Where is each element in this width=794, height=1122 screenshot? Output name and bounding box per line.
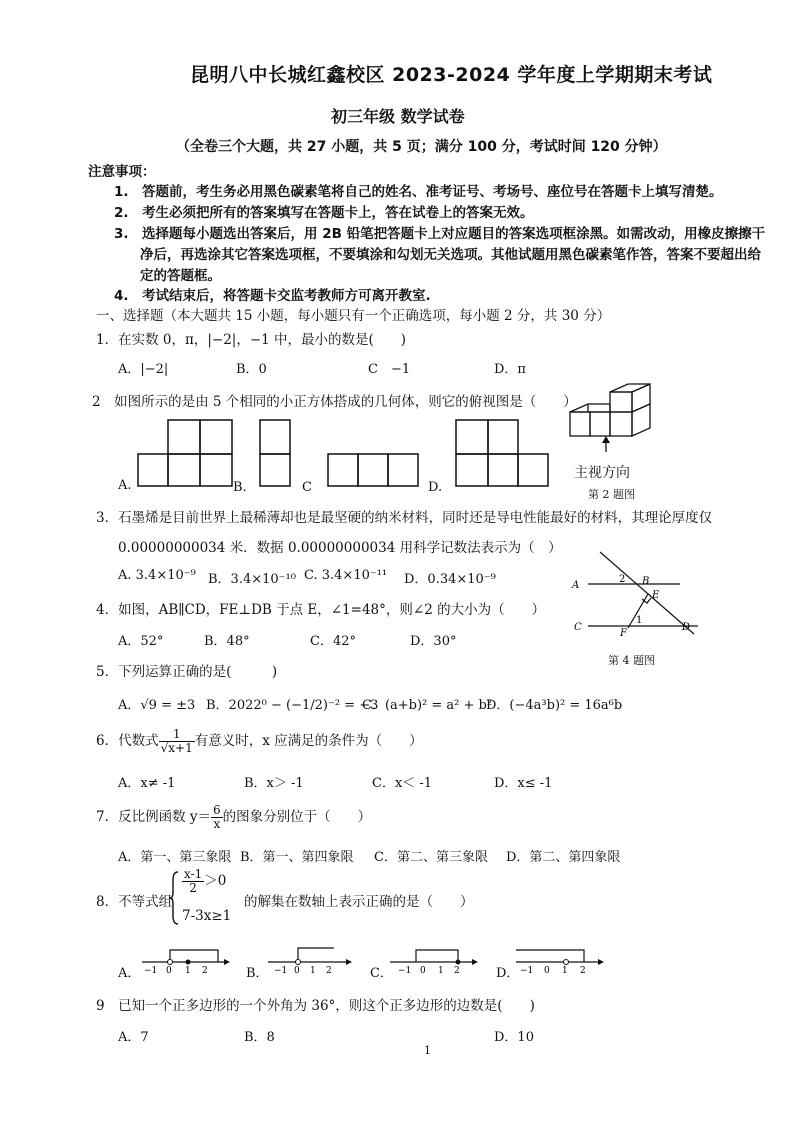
q3-option-c[interactable]: C. 3.4×10⁻¹¹ bbox=[304, 568, 388, 583]
q8-label-c: C． bbox=[370, 966, 393, 981]
q4-option-a[interactable]: A．52° bbox=[118, 634, 164, 649]
note-3-cont: 净后，再选涂其它答案选项框，不要填涂和勾划无关选项。其他试题用黑色碳素笔作答，答案不要超出给 bbox=[140, 247, 761, 263]
q6-option-c[interactable]: C．x＜ -1 bbox=[372, 776, 433, 791]
q7-frac-bottom: x bbox=[213, 817, 221, 831]
tick: −1 bbox=[144, 966, 158, 976]
note-3-cont2: 定的答题框。 bbox=[140, 268, 221, 284]
section-heading: 一、选择题（本大题共 15 小题，每小题只有一个正确选项，每小题 2 分，共 30 分） bbox=[96, 308, 611, 324]
q4-option-d[interactable]: D．30° bbox=[410, 634, 457, 649]
q8-option-c-numberline[interactable] bbox=[388, 938, 480, 974]
note-4: 4. 考试结束后，将答题卡交监考教师方可离开教室. bbox=[114, 288, 431, 304]
q5-option-d[interactable]: D．(−4a³b)² = 16a⁶b bbox=[486, 698, 623, 713]
q7-fraction bbox=[211, 804, 223, 831]
tick: −1 bbox=[274, 966, 288, 976]
tick: 1 bbox=[310, 966, 316, 976]
q1-stem: 1．在实数 0，π，|−2|，−1 中，最小的数是( ) bbox=[96, 332, 407, 348]
q4-angle-2: 2 bbox=[619, 574, 626, 585]
q9-option-d[interactable]: D．10 bbox=[494, 1030, 534, 1045]
tick: 2 bbox=[580, 966, 586, 976]
q4-stem: 4．如图，AB∥CD，FE⊥DB 于点 E，∠1=48°，则∠2 的大小为（ ） bbox=[96, 602, 546, 618]
q5-option-b[interactable]: B．2022⁰ − (−1/2)⁻² = −3 bbox=[206, 698, 379, 713]
q2-figure-caption: 第 2 题图 bbox=[588, 488, 635, 501]
page-subtitle: 初三年级 数学试卷 bbox=[331, 107, 465, 126]
q6-pre: 6．代数式 bbox=[96, 733, 159, 749]
q4-figure-caption: 第 4 题图 bbox=[608, 654, 655, 667]
q8-label-d: D． bbox=[496, 966, 520, 981]
q8-brace bbox=[170, 870, 180, 926]
q8-option-d-numberline[interactable] bbox=[514, 938, 606, 974]
q8-line1-top: x-1 bbox=[184, 867, 203, 881]
note-1: 1. 答题前，考生务必用黑色碳素笔将自己的姓名、准考证号、考场号、座位号在答题卡上填写清楚。 bbox=[114, 184, 723, 200]
page-title: 昆明八中长城红鑫校区 2023-2024 学年度上学期期末考试 bbox=[190, 64, 713, 86]
q4-point-d: D bbox=[682, 622, 691, 633]
q4-point-c: C bbox=[574, 622, 582, 633]
q8-c-ticks bbox=[398, 966, 460, 976]
tick: 0 bbox=[544, 966, 550, 976]
q2-option-a-figure[interactable] bbox=[136, 418, 236, 488]
q2-label-a: A. bbox=[118, 478, 132, 493]
q6-option-a[interactable]: A．x≠ -1 bbox=[118, 776, 176, 791]
q1-option-c[interactable]: C −1 bbox=[368, 362, 411, 377]
q2-option-d-figure[interactable] bbox=[454, 418, 550, 488]
q6-stem bbox=[96, 728, 423, 755]
q8-post: 的解集在数轴上表示正确的是（ ） bbox=[244, 894, 474, 910]
q6-frac-top: 1 bbox=[159, 728, 195, 742]
q8-option-a-numberline[interactable] bbox=[140, 942, 232, 974]
q2-label-d: D. bbox=[428, 480, 443, 495]
q8-line1-rel: ＞0 bbox=[204, 873, 227, 889]
q7-stem bbox=[96, 804, 371, 831]
q5-stem: 5．下列运算正确的是( ) bbox=[96, 664, 278, 680]
tick: 2 bbox=[326, 966, 332, 976]
q6-option-d[interactable]: D．x≤ -1 bbox=[494, 776, 553, 791]
tick: 2 bbox=[202, 966, 208, 976]
tick: 0 bbox=[166, 966, 172, 976]
tick: 0 bbox=[420, 966, 426, 976]
q4-option-b[interactable]: B．48° bbox=[204, 634, 250, 649]
q7-frac-top: 6 bbox=[213, 803, 221, 817]
tick: 1 bbox=[438, 966, 444, 976]
q7-option-c[interactable]: C．第二、第三象限 bbox=[374, 850, 488, 865]
q8-pre: 8．不等式组 bbox=[96, 894, 173, 910]
tick: 2 bbox=[454, 966, 460, 976]
q9-option-b[interactable]: B．8 bbox=[244, 1030, 275, 1045]
q8-label-a: A． bbox=[118, 966, 141, 981]
q6-frac-bottom: √x+1 bbox=[160, 741, 193, 755]
q3-stem-2: 0.00000000034 米．数据 0.00000000034 用科学记数法表示为（ ） bbox=[118, 540, 562, 556]
q6-option-b[interactable]: B．x＞ -1 bbox=[244, 776, 304, 791]
tick: −1 bbox=[398, 966, 412, 976]
q5-option-a[interactable]: A．√9 = ±3 bbox=[118, 698, 196, 713]
q8-line2: 7-3x≥1 bbox=[182, 908, 232, 924]
q4-point-f: F bbox=[620, 628, 627, 639]
q7-option-a[interactable]: A．第一、第三象限 bbox=[118, 850, 232, 865]
q7-pre: 7．反比例函数 y＝ bbox=[96, 809, 212, 825]
note-3: 3. 选择题每小题选出答案后，用 2B 铅笔把答题卡上对应题目的答案选项框涂黑。如需改动，用橡皮擦擦干 bbox=[114, 226, 766, 242]
q8-b-ticks bbox=[274, 966, 332, 976]
q7-option-d[interactable]: D．第二、第四象限 bbox=[506, 850, 621, 865]
q2-option-c-figure[interactable] bbox=[326, 452, 420, 490]
notes-heading: 注意事项： bbox=[88, 164, 156, 180]
q4-point-e: E bbox=[652, 590, 660, 601]
q8-line1 bbox=[182, 868, 226, 895]
page-number: 1 bbox=[424, 1044, 431, 1057]
q8-line1-bottom: 2 bbox=[189, 881, 197, 895]
q3-option-b[interactable]: B．3.4×10⁻¹⁰ bbox=[208, 572, 296, 587]
q9-stem: 9 已知一个正多边形的一个外角为 36°，则这个正多边形的边数是( ) bbox=[96, 998, 535, 1014]
q8-a-ticks bbox=[144, 966, 208, 976]
q7-option-b[interactable]: B．第一、第四象限 bbox=[240, 850, 354, 865]
q3-option-d[interactable]: D．0.34×10⁻⁹ bbox=[404, 572, 496, 587]
tick: −1 bbox=[520, 966, 534, 976]
q4-angle-1: 1 bbox=[636, 615, 643, 626]
q4-point-a: A bbox=[572, 580, 580, 591]
tick: 1 bbox=[185, 966, 191, 976]
q8-option-b-numberline[interactable] bbox=[266, 938, 354, 974]
q1-option-d[interactable]: D．π bbox=[494, 362, 526, 377]
q6-post: 有意义时，x 应满足的条件为（ ） bbox=[194, 733, 423, 749]
q4-point-b: B bbox=[642, 576, 650, 587]
q3-stem-1: 3．石墨烯是目前世界上最稀薄却也是最坚硬的纳米材料，同时还是导电性能最好的材料，其理论厚度仅 bbox=[96, 510, 713, 526]
q1-option-b[interactable]: B．0 bbox=[236, 362, 267, 377]
q1-option-a[interactable]: A．|−2| bbox=[118, 362, 169, 377]
q2-stem: 2 如图所示的是由 5 个相同的小正方体搭成的几何体，则它的俯视图是（ ） bbox=[92, 394, 577, 410]
q2-label-b: B. bbox=[233, 480, 247, 495]
q4-option-c[interactable]: C．42° bbox=[310, 634, 356, 649]
tick: 1 bbox=[562, 966, 568, 976]
q2-solid-figure bbox=[566, 380, 656, 460]
tick: 0 bbox=[294, 966, 300, 976]
q5-option-c[interactable]: C．(a+b)² = a² + b² bbox=[362, 698, 493, 713]
q3-option-a[interactable]: A. 3.4×10⁻⁹ bbox=[118, 568, 196, 583]
q4-geometry-figure bbox=[570, 548, 710, 644]
q2-label-c: C bbox=[302, 480, 312, 495]
q8-d-ticks bbox=[520, 966, 586, 976]
q7-post: 的图象分别位于（ ） bbox=[222, 809, 372, 825]
q9-option-a[interactable]: A．7 bbox=[118, 1030, 149, 1045]
q6-fraction bbox=[159, 728, 195, 755]
q2-option-b-figure[interactable] bbox=[258, 418, 294, 488]
q2-direction-label: 主视方向 bbox=[574, 465, 630, 481]
note-2: 2. 考生必须把所有的答案填写在答题卡上，答在试卷上的答案无效。 bbox=[114, 205, 534, 221]
exam-info: （全卷三个大题，共 27 小题，共 5 页；满分 100 分，考试时间 120 分钟） bbox=[176, 139, 667, 155]
q8-label-b: B． bbox=[246, 966, 269, 981]
